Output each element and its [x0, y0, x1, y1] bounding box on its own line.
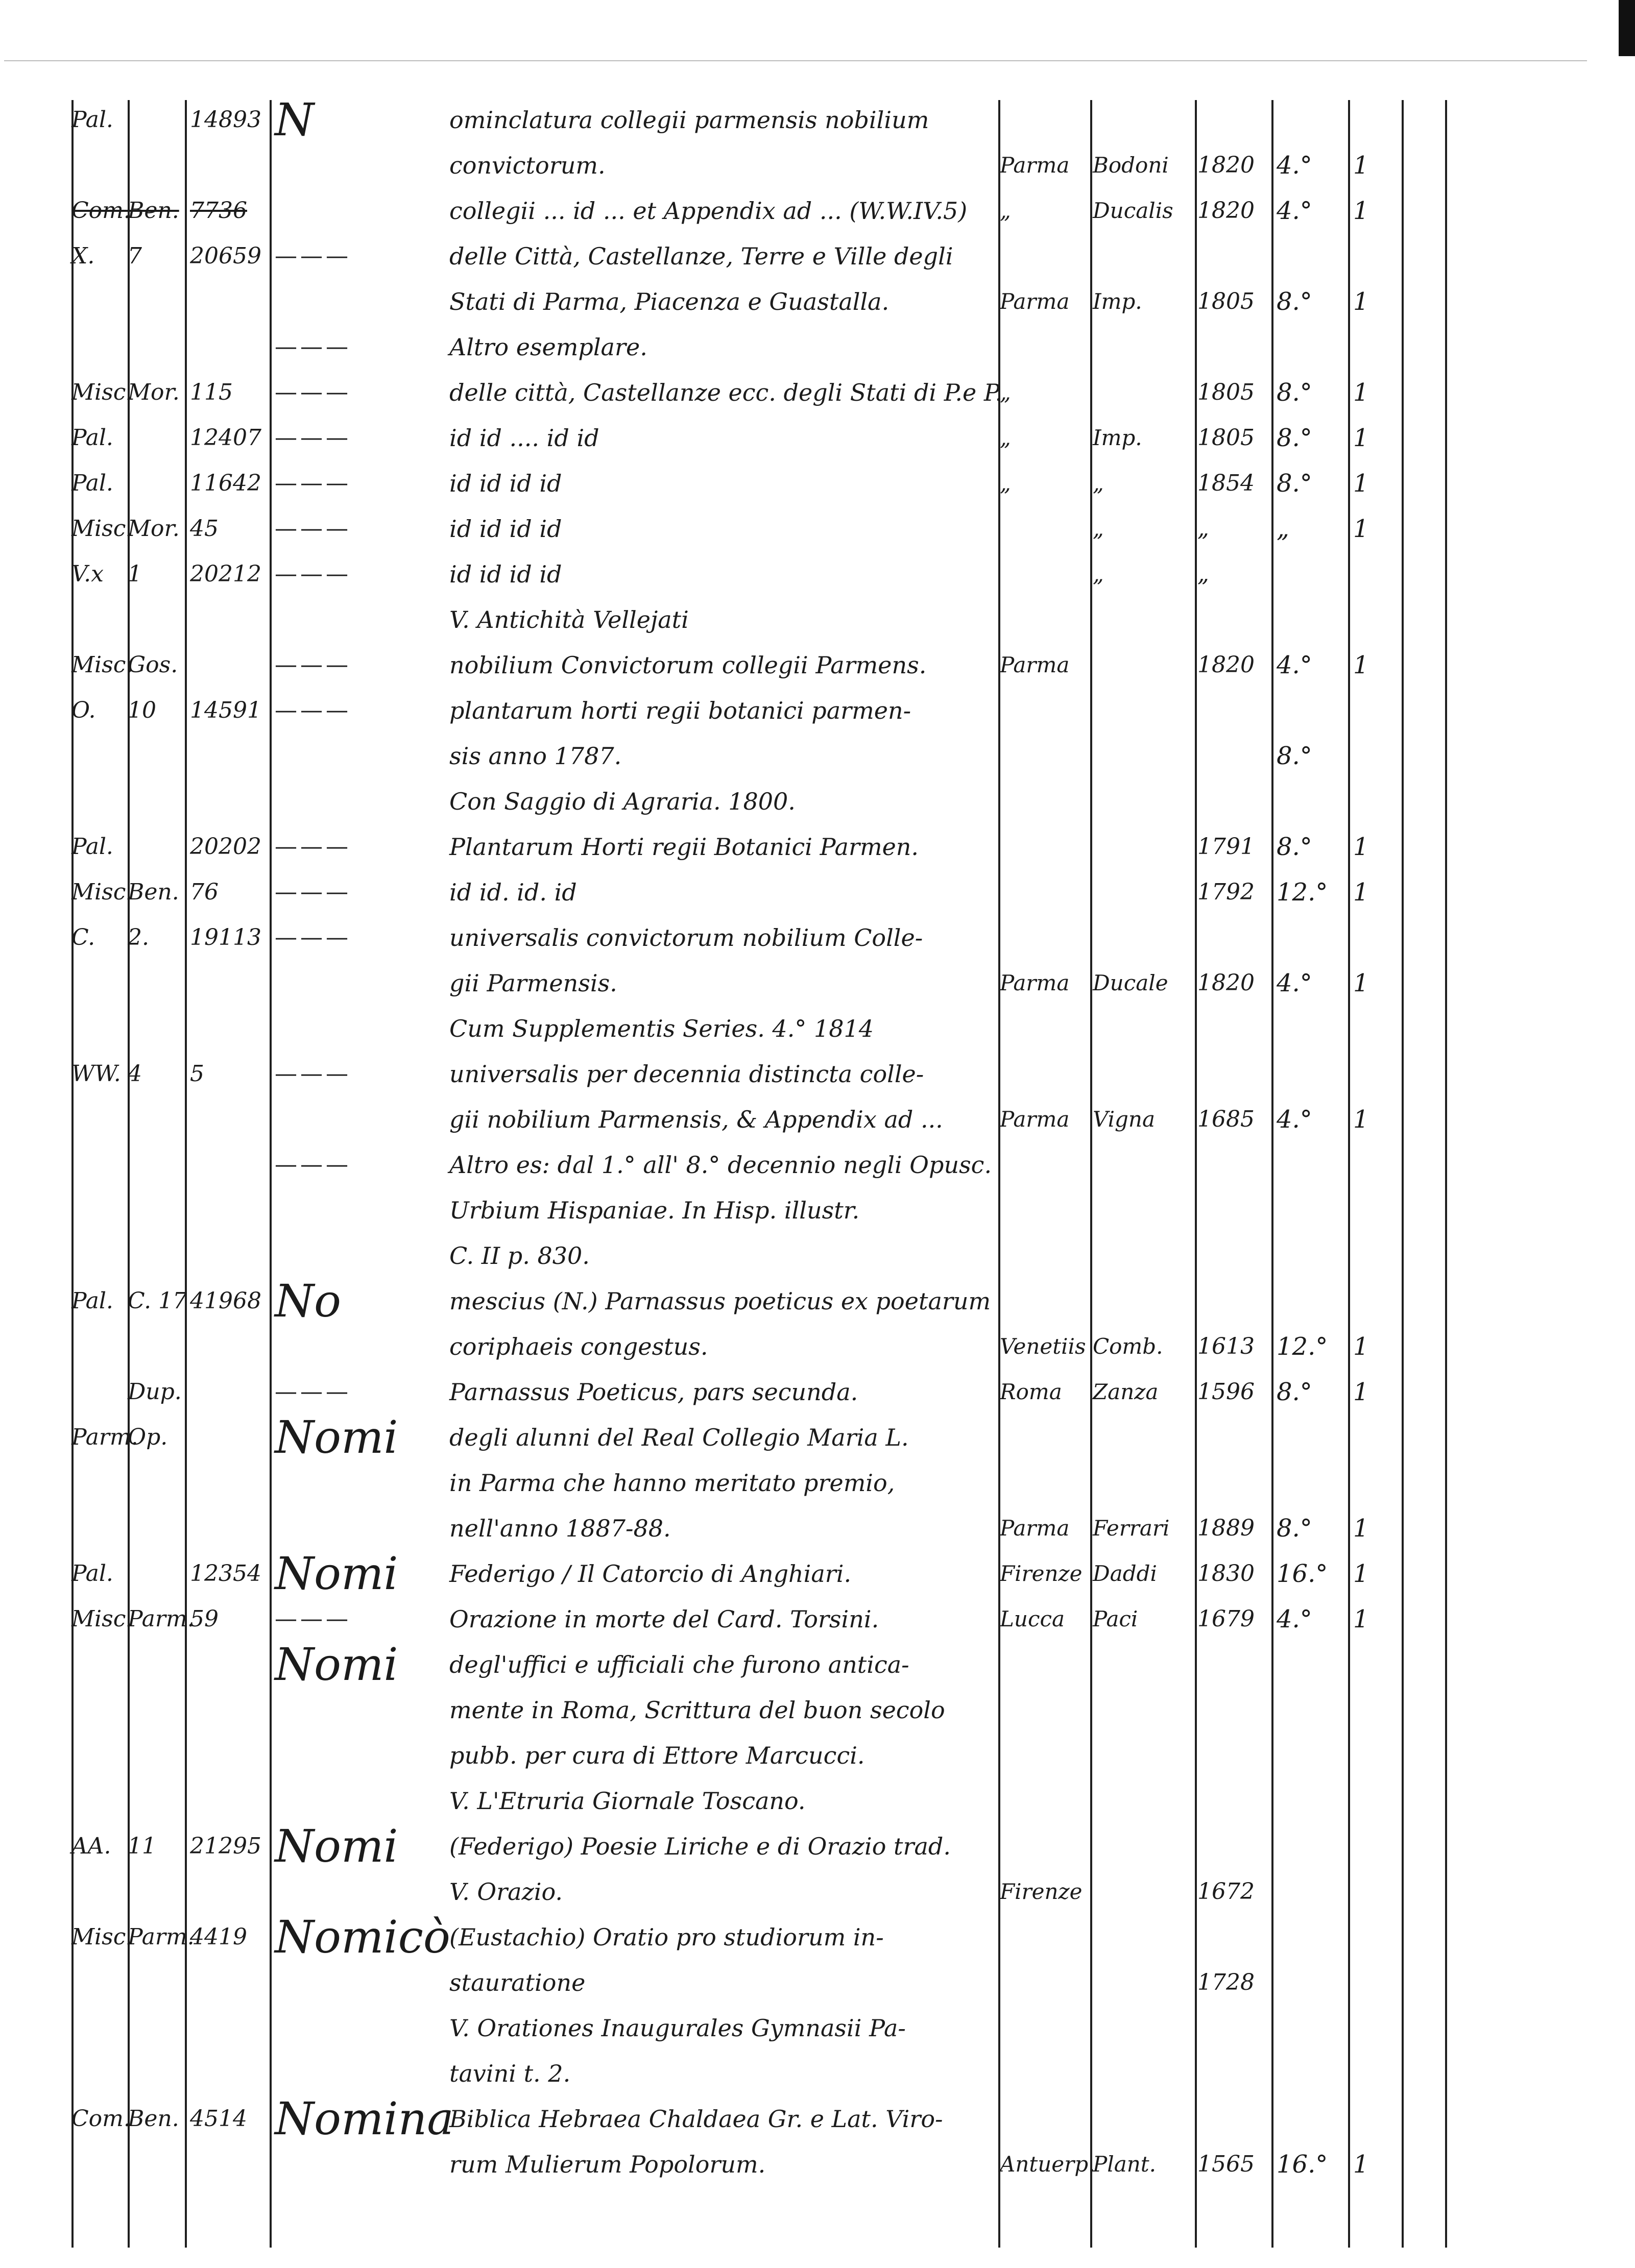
entry-lead: ——— [275, 561, 351, 587]
entry-title: universalis per decennia distincta colle- [449, 1060, 924, 1088]
entry-num: 12354 [190, 1560, 261, 1587]
catalog-entry-row [0, 1011, 1635, 1046]
entry-year: 1805 [1197, 425, 1255, 451]
entry-year: 1820 [1197, 970, 1255, 996]
entry-sec: Op. [128, 1424, 168, 1450]
catalog-entry-row [0, 1965, 1635, 2001]
entry-place: Parma [1000, 289, 1070, 314]
entry-num: 20659 [190, 243, 261, 269]
catalog-entry-row [0, 1374, 1635, 1410]
catalog-entry-row [0, 1820, 1635, 1872]
entry-title: degli alunni del Real Collegio Maria L. [449, 1424, 909, 1451]
entry-lead: ——— [275, 470, 351, 496]
entry-fmt: 4.° [1277, 1105, 1312, 1134]
entry-year: 1820 [1197, 152, 1255, 178]
entry-loc: Pal. [71, 1288, 113, 1314]
entry-lead: ——— [275, 924, 351, 950]
entry-vol: 1 [1353, 197, 1369, 225]
entry-sec: 11 [128, 1833, 156, 1859]
entry-lead: Nomi [275, 1547, 398, 1600]
entry-year: „ [1197, 561, 1209, 587]
entry-title: stauratione [449, 1969, 586, 1996]
entry-num: 5 [190, 1061, 204, 1087]
entry-title: V. L'Etruria Giornale Toscano. [449, 1787, 806, 1815]
entry-title: coriphaeis congestus. [449, 1333, 708, 1360]
top-rule [4, 60, 1587, 61]
entry-place: Lucca [1000, 1606, 1065, 1631]
catalog-entry-row [0, 1601, 1635, 1637]
entry-fmt: 8.° [1277, 424, 1312, 452]
entry-place: Parma [1000, 1107, 1070, 1132]
entry-title: universalis convictorum nobilium Colle- [449, 924, 923, 952]
entry-vol: 1 [1353, 287, 1369, 316]
entry-place: Venetiis [1000, 1334, 1086, 1359]
entry-title: Stati di Parma, Piacenza e Guastalla. [449, 288, 889, 315]
entry-num: 20212 [190, 561, 261, 587]
entry-year: 1791 [1197, 834, 1255, 860]
catalog-entry-row [0, 1510, 1635, 1546]
entry-fmt: 4.° [1277, 651, 1312, 679]
entry-sec: 2. [128, 924, 149, 950]
entry-num: 12407 [190, 425, 261, 451]
catalog-entry-row [0, 284, 1635, 320]
entry-vol: 1 [1353, 1605, 1369, 1633]
entry-fmt: 4.° [1277, 969, 1312, 997]
entry-year: 1820 [1197, 198, 1255, 224]
entry-loc: Pal. [71, 107, 113, 133]
entry-vol: 1 [1353, 878, 1369, 907]
entry-title: V. Orationes Inaugurales Gymnasii Pa- [449, 2014, 906, 2042]
entry-title: tavini t. 2. [449, 2060, 571, 2087]
entry-num: 14591 [190, 697, 261, 723]
catalog-entry-row [0, 1874, 1635, 1910]
entry-sec: C. 17 [128, 1288, 187, 1314]
entry-pub: Bodoni [1093, 153, 1169, 178]
entry-pub: Paci [1093, 1606, 1138, 1631]
entry-num: 4514 [190, 2106, 247, 2132]
entry-loc: Pal. [71, 425, 113, 451]
entry-num: 41968 [190, 1288, 261, 1314]
entry-num: 19113 [190, 924, 261, 950]
entry-vol: 1 [1353, 969, 1369, 997]
entry-pub: „ [1093, 516, 1104, 541]
entry-place: Parma [1000, 970, 1070, 995]
entry-place: Antuerp. [1000, 2152, 1095, 2177]
entry-vol: 1 [1353, 1559, 1369, 1588]
entry-pub: Comb. [1093, 1334, 1163, 1359]
catalog-entry-row [0, 1411, 1635, 1464]
entry-title: ominclatura collegii parmensis nobilium [449, 106, 929, 134]
catalog-entry-row [0, 1783, 1635, 1819]
entry-vol: 1 [1353, 1332, 1369, 1361]
entry-pub: Imp. [1093, 425, 1142, 450]
catalog-entry-row [0, 420, 1635, 456]
entry-title: id id id id [449, 560, 562, 588]
entry-loc: V.x [71, 561, 104, 587]
entry-title: sis anno 1787. [449, 742, 622, 770]
entry-pub: Zanza [1093, 1379, 1159, 1404]
entry-year: 1854 [1197, 470, 1255, 496]
catalog-entry-row [0, 556, 1635, 592]
entry-place: „ [1000, 198, 1011, 223]
entry-vol: 1 [1353, 378, 1369, 407]
catalog-entry-row [0, 1911, 1635, 1963]
entry-title: V. Antichità Vellejati [449, 606, 689, 633]
catalog-entry-row [0, 93, 1635, 146]
entry-title: convictorum. [449, 152, 606, 179]
catalog-entry-row [0, 1056, 1635, 1092]
entry-year: 1596 [1197, 1379, 1255, 1405]
catalog-entry-row [0, 2056, 1635, 2091]
entry-title: Parnassus Poeticus, pars secunda. [449, 1378, 858, 1406]
entry-pub: Vigna [1093, 1107, 1156, 1132]
entry-num: 11642 [190, 470, 261, 496]
entry-lead: ——— [275, 697, 351, 723]
entry-lead: ——— [275, 652, 351, 678]
catalog-entry-row [0, 920, 1635, 956]
entry-year: 1820 [1197, 652, 1255, 678]
entry-vol: 1 [1353, 515, 1369, 543]
entry-fmt: 4.° [1277, 1605, 1312, 1633]
entry-title: (Eustachio) Oratio pro studiorum in- [449, 1923, 884, 1951]
entry-lead: Nomicò [275, 1911, 450, 1963]
entry-title: Federigo / Il Catorcio di Anghiari. [449, 1560, 852, 1588]
entry-loc: Pal. [71, 834, 113, 860]
catalog-entry-row [0, 602, 1635, 638]
entry-loc: X. [71, 243, 95, 269]
entry-sec: Ben. [128, 879, 179, 905]
entry-lead: ——— [275, 834, 351, 860]
entry-place: „ [1000, 380, 1011, 405]
entry-place: Roma [1000, 1379, 1062, 1404]
entry-fmt: 12.° [1277, 878, 1328, 907]
entry-fmt: 8.° [1277, 1514, 1312, 1543]
entry-title: nobilium Convictorum collegii Parmens. [449, 651, 927, 679]
entry-sec: 10 [128, 697, 156, 723]
entry-pub: „ [1093, 471, 1104, 496]
entry-vol: 1 [1353, 1378, 1369, 1406]
entry-sec: Ben. [128, 198, 179, 224]
entry-title: collegii ... id ... et Appendix ad ... (W.W.IV.5) [449, 197, 968, 225]
entry-loc: Pal. [71, 470, 113, 496]
entry-year: 1728 [1197, 1969, 1255, 1995]
entry-fmt: 4.° [1277, 197, 1312, 225]
entry-title: plantarum horti regii botanici parmen- [449, 697, 911, 724]
entry-sec: 4 [128, 1061, 142, 1087]
entry-vol: 1 [1353, 1105, 1369, 1134]
entry-sec: Mor. [128, 379, 180, 405]
entry-pub: Imp. [1093, 289, 1142, 314]
catalog-entry-row [0, 193, 1635, 229]
entry-loc: WW. [71, 1061, 121, 1087]
catalog-entry-row [0, 874, 1635, 910]
entry-loc: Misc. [71, 516, 133, 542]
entry-title: delle Città, Castellanze, Terre e Ville degli [449, 242, 953, 270]
entry-pub: Ferrari [1093, 1516, 1170, 1541]
entry-title: in Parma che hanno meritato premio, [449, 1469, 895, 1497]
entry-pub: „ [1093, 562, 1104, 587]
entry-fmt: 8.° [1277, 378, 1312, 407]
entry-num: 59 [190, 1606, 219, 1632]
entry-sec: Ben. [128, 2106, 179, 2132]
entry-lead: ——— [275, 1061, 351, 1087]
catalog-entry-row [0, 2010, 1635, 2046]
catalog-entry-row [0, 738, 1635, 774]
entry-lead: ——— [275, 1606, 351, 1632]
entry-title: V. Orazio. [449, 1878, 563, 1906]
catalog-entry-row [0, 1547, 1635, 1600]
entry-fmt: 8.° [1277, 469, 1312, 498]
entry-title: id id .... id id [449, 424, 599, 452]
entry-title: mente in Roma, Scrittura del buon secolo [449, 1696, 945, 1724]
entry-year: 1889 [1197, 1515, 1255, 1541]
entry-lead: ——— [275, 334, 351, 360]
entry-title: Altro esemplare. [449, 333, 647, 361]
entry-place: Firenze [1000, 1561, 1083, 1586]
entry-loc: Misc. [71, 1606, 133, 1632]
entry-lead: Nomi [275, 1638, 398, 1691]
entry-pub: Ducalis [1093, 198, 1173, 223]
catalog-entry-row [0, 965, 1635, 1001]
entry-fmt: 8.° [1277, 742, 1312, 770]
entry-loc: O. [71, 697, 96, 723]
entry-num: 4419 [190, 1924, 247, 1950]
entry-place: Parma [1000, 1516, 1070, 1541]
entry-fmt: 8.° [1277, 287, 1312, 316]
entry-title: Cum Supplementis Series. 4.° 1814 [449, 1015, 874, 1042]
entry-year: 1805 [1197, 288, 1255, 314]
entry-loc: Com. [71, 198, 131, 224]
catalog-entry-row [0, 1465, 1635, 1501]
catalog-entry-row [0, 375, 1635, 410]
entry-year: 1679 [1197, 1606, 1255, 1632]
entry-loc: Misc. [71, 1924, 133, 1950]
entry-lead: ——— [275, 379, 351, 405]
catalog-entry-row [0, 1192, 1635, 1228]
catalog-entry-row [0, 1102, 1635, 1137]
entry-fmt: 12.° [1277, 1332, 1328, 1361]
entry-title: degl'uffici e ufficiali che furono antica- [449, 1651, 909, 1678]
entry-fmt: 16.° [1277, 1559, 1328, 1588]
entry-place: „ [1000, 425, 1011, 450]
entry-year: 1830 [1197, 1560, 1255, 1587]
entry-place: Firenze [1000, 1879, 1083, 1904]
entry-fmt: 8.° [1277, 1378, 1312, 1406]
catalog-entry-row [0, 647, 1635, 683]
entry-sec: Dup. [128, 1379, 182, 1405]
entry-pub: Ducale [1093, 970, 1168, 995]
entry-lead: ——— [275, 1379, 351, 1405]
entry-year: 1685 [1197, 1106, 1255, 1132]
entry-loc: Misc. [71, 379, 133, 405]
catalog-entry-row [0, 1147, 1635, 1183]
entry-title: Con Saggio di Agraria. 1800. [449, 788, 796, 815]
entry-num: 7736 [190, 198, 247, 224]
entry-pub: Plant. [1093, 2152, 1157, 2177]
catalog-entry-row [0, 693, 1635, 728]
entry-vol: 1 [1353, 1514, 1369, 1543]
entry-title: nell'anno 1887-88. [449, 1515, 671, 1542]
entry-lead: ——— [275, 879, 351, 905]
entry-pub: Daddi [1093, 1561, 1157, 1586]
catalog-entry-row [0, 511, 1635, 547]
entry-title: (Federigo) Poesie Liriche e di Orazio trad. [449, 1833, 951, 1860]
entry-year: 1613 [1197, 1333, 1255, 1359]
entry-lead: Nomina [275, 2092, 454, 2145]
entry-lead: ——— [275, 516, 351, 542]
catalog-entry-row [0, 784, 1635, 819]
catalog-entry-row [0, 1638, 1635, 1691]
entry-title: mescius (N.) Parnassus poeticus ex poetarum [449, 1287, 991, 1315]
entry-year: 1565 [1197, 2151, 1255, 2177]
entry-year: „ [1197, 516, 1209, 542]
entry-place: Parma [1000, 652, 1070, 677]
entry-vol: 1 [1353, 424, 1369, 452]
entry-loc: Com. [71, 2106, 131, 2132]
entry-year: 1672 [1197, 1879, 1255, 1905]
entry-vol: 1 [1353, 2150, 1369, 2179]
entry-title: Biblica Hebraea Chaldaea Gr. e Lat. Viro- [449, 2105, 943, 2133]
catalog-entry-row [0, 148, 1635, 183]
entry-place: Parma [1000, 153, 1070, 178]
entry-fmt: 4.° [1277, 151, 1312, 180]
entry-vol: 1 [1353, 469, 1369, 498]
entry-sec: Mor. [128, 516, 180, 542]
entry-title: id id id id [449, 470, 562, 497]
catalog-entry-row [0, 1275, 1635, 1327]
entry-lead: Nomi [275, 1820, 398, 1872]
entry-place: „ [1000, 471, 1011, 496]
entry-vol: 1 [1353, 151, 1369, 180]
entry-num: 20202 [190, 834, 261, 860]
entry-fmt: „ [1277, 515, 1289, 543]
entry-loc: Parm. [71, 1424, 138, 1450]
catalog-entry-row [0, 466, 1635, 501]
entry-year: 1805 [1197, 379, 1255, 405]
catalog-entry-row [0, 829, 1635, 865]
entry-loc: Misc. [71, 652, 133, 678]
entry-title: id id. id. id [449, 879, 577, 906]
entry-num: 45 [190, 516, 219, 542]
entry-num: 14893 [190, 107, 261, 133]
entry-sec: Parm. [128, 1924, 195, 1950]
entry-lead: ——— [275, 243, 351, 269]
entry-num: 76 [190, 879, 219, 905]
entry-num: 115 [190, 379, 233, 405]
entry-title: rum Mulierum Popolorum. [449, 2151, 766, 2178]
entry-loc: Misc. [71, 879, 133, 905]
entry-title: Urbium Hispaniae. In Hisp. illustr. [449, 1197, 860, 1224]
catalog-entry-row [0, 2147, 1635, 2182]
entry-lead: No [275, 1275, 341, 1327]
catalog-entry-row [0, 329, 1635, 365]
entry-sec: Gos. [128, 652, 178, 678]
catalog-entry-row [0, 238, 1635, 274]
entry-title: C. II p. 830. [449, 1242, 590, 1270]
catalog-entry-row [0, 1692, 1635, 1728]
entry-title: Altro es: dal 1.° all' 8.° decennio negli Opusc. [449, 1151, 992, 1179]
entry-loc: Pal. [71, 1560, 113, 1587]
scan-edge-mark [1619, 0, 1635, 56]
entry-sec: 7 [128, 243, 142, 269]
entry-lead: ——— [275, 1152, 351, 1178]
entry-vol: 1 [1353, 833, 1369, 861]
catalog-entry-row [0, 1329, 1635, 1364]
catalog-entry-row [0, 1238, 1635, 1274]
entry-title: gii Parmensis. [449, 969, 617, 997]
entry-vol: 1 [1353, 651, 1369, 679]
entry-title: pubb. per cura di Ettore Marcucci. [449, 1742, 865, 1769]
entry-lead: ——— [275, 425, 351, 451]
entry-title: Plantarum Horti regii Botanici Parmen. [449, 833, 919, 861]
entry-fmt: 16.° [1277, 2150, 1328, 2179]
catalog-entry-row [0, 2092, 1635, 2145]
entry-title: id id id id [449, 515, 562, 543]
catalog-entry-row [0, 1738, 1635, 1773]
entry-num: 21295 [190, 1833, 261, 1859]
entry-loc: AA. [71, 1833, 111, 1859]
entry-fmt: 8.° [1277, 833, 1312, 861]
entry-title: gii nobilium Parmensis, & Appendix ad ... [449, 1106, 943, 1133]
entry-title: Orazione in morte del Card. Torsini. [449, 1605, 879, 1633]
entry-title: delle città, Castellanze ecc. degli Stati di P.e P. [449, 379, 1003, 406]
entry-loc: C. [71, 924, 95, 950]
entry-lead: N [275, 93, 314, 146]
entry-sec: Parm. [128, 1606, 195, 1632]
entry-year: 1792 [1197, 879, 1255, 905]
entry-sec: 1 [128, 561, 142, 587]
entry-lead: Nomi [275, 1411, 398, 1464]
